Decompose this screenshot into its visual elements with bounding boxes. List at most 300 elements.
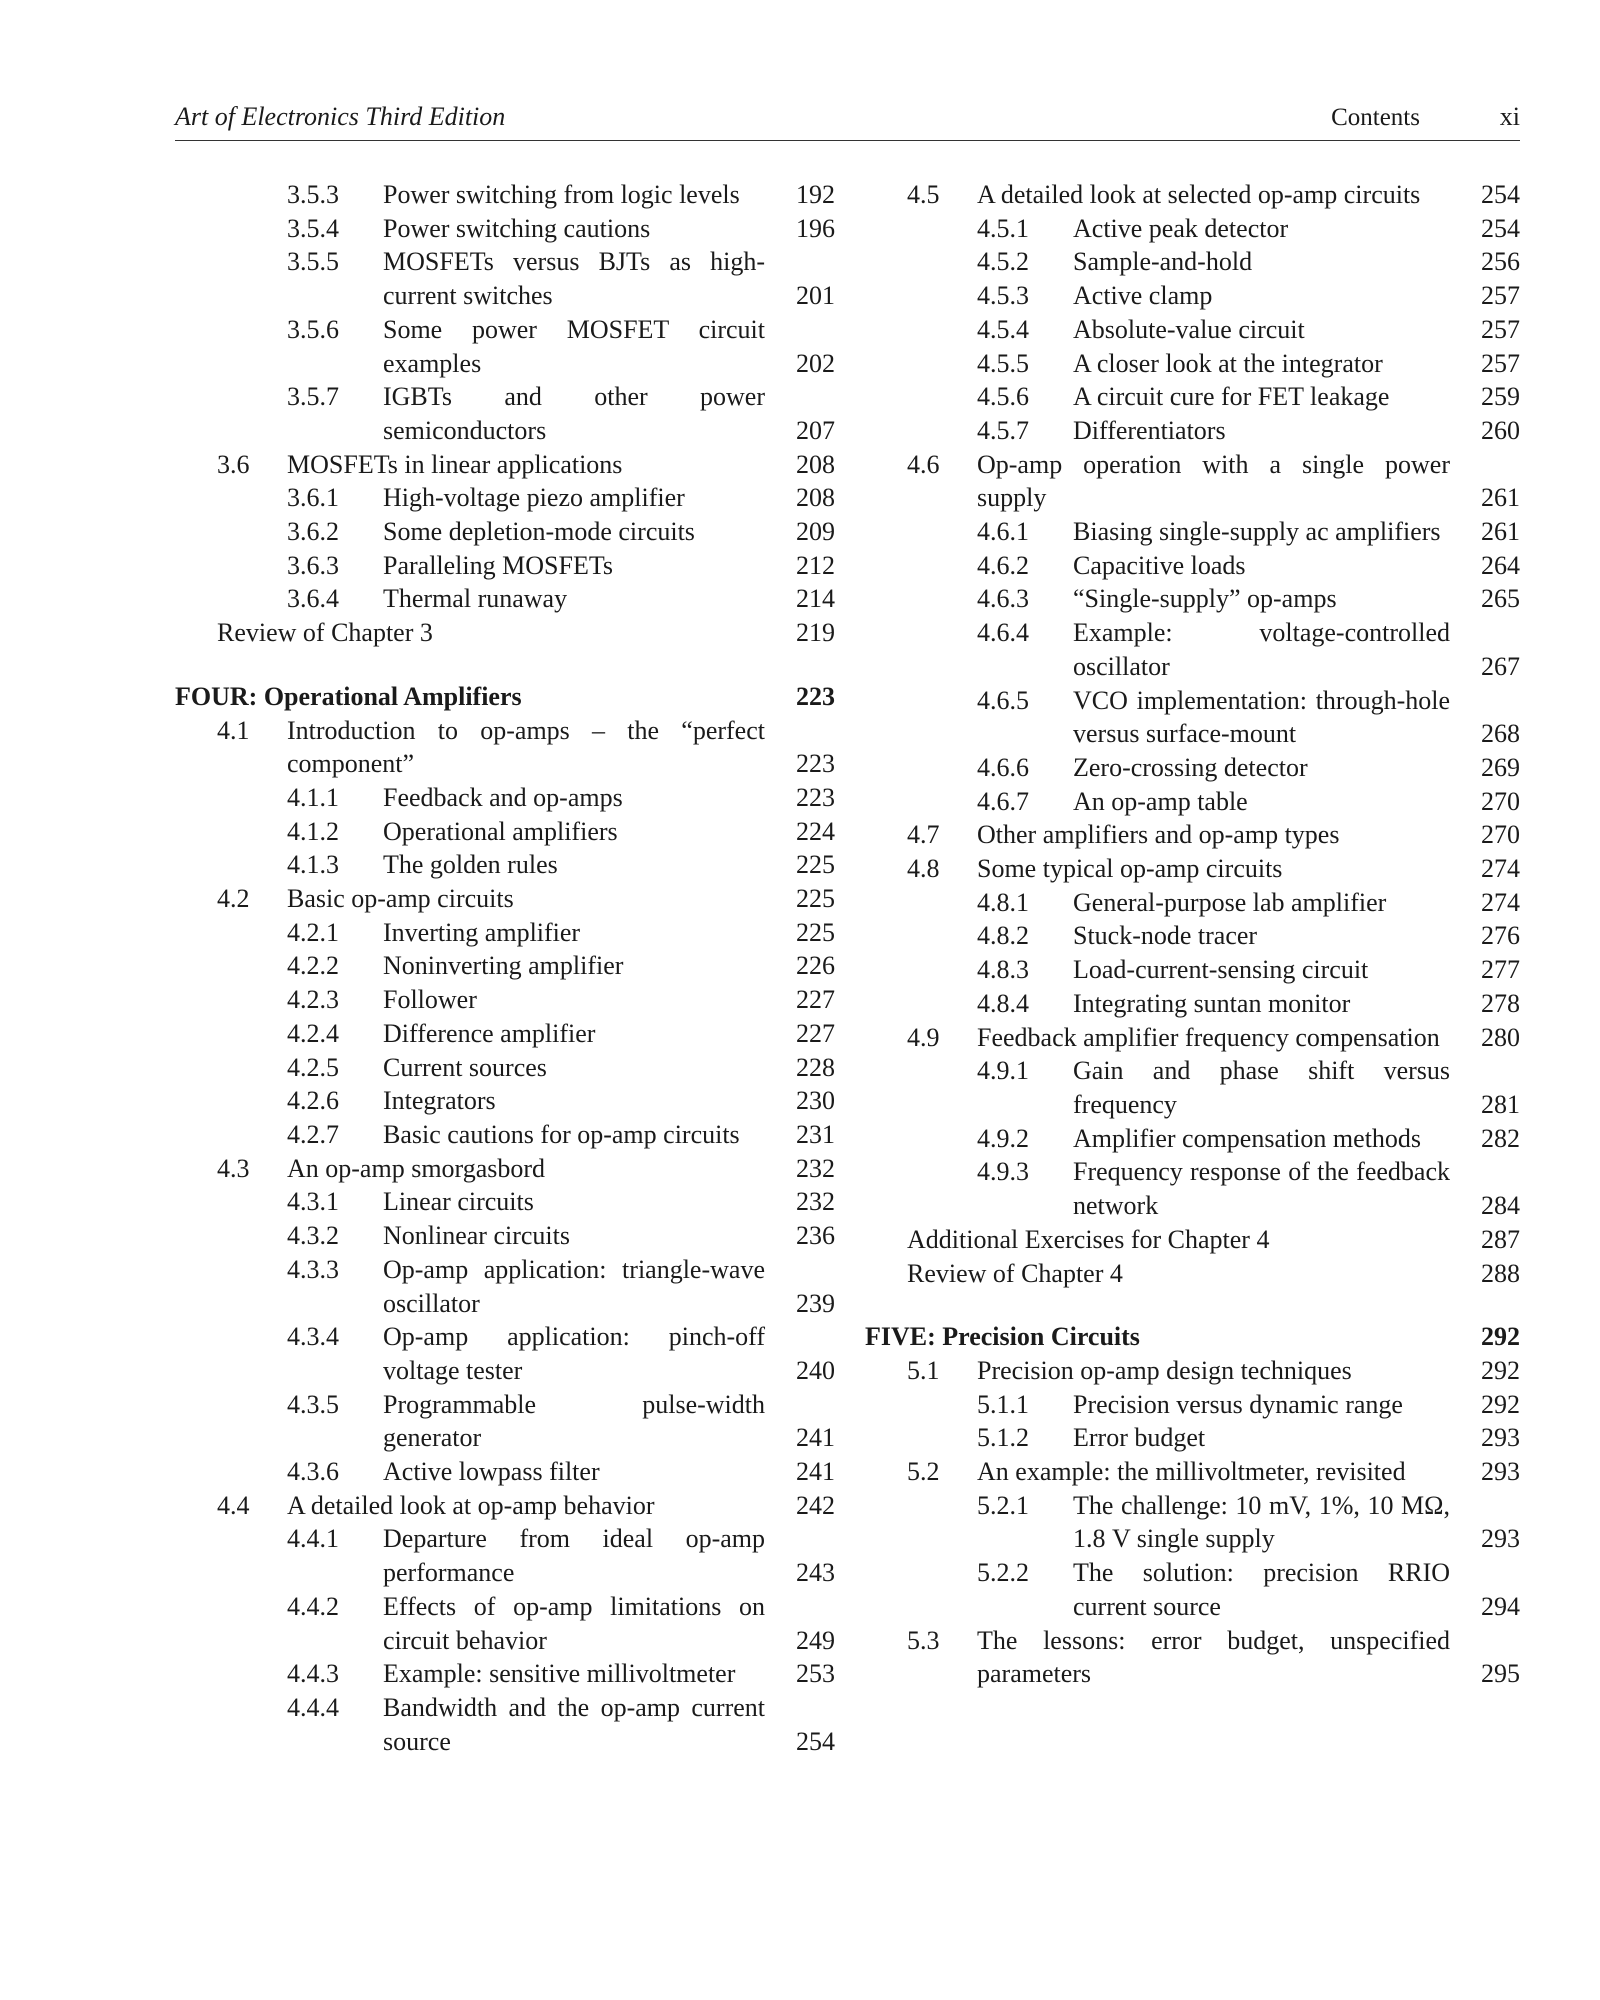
- toc-entry-title: Nonlinear circuits: [383, 1221, 570, 1251]
- toc-entry[interactable]: [865, 1122, 1520, 1156]
- toc-entry-text: [175, 1388, 765, 1455]
- toc-entry-page: 241: [796, 1423, 835, 1453]
- toc-chapter-entry[interactable]: [865, 1320, 1520, 1354]
- toc-entry-text: [175, 245, 765, 312]
- toc-entry[interactable]: [175, 916, 835, 950]
- toc-entry[interactable]: [865, 616, 1520, 683]
- toc-entry-text: [175, 714, 765, 781]
- toc-entry-text: [175, 582, 765, 616]
- toc-entry-title: Power switching from logic levels: [383, 180, 740, 209]
- toc-entry-page: 227: [796, 1018, 835, 1048]
- toc-entry[interactable]: [175, 1051, 835, 1085]
- toc-entry[interactable]: [175, 848, 835, 882]
- toc-entry[interactable]: [865, 1223, 1520, 1257]
- toc-entry-text: [175, 448, 765, 482]
- toc-entry-number: 4.6.7: [977, 786, 1029, 816]
- toc-entry-title: Feedback amplifier frequency compensation: [977, 1022, 1440, 1052]
- toc-entry-text: [175, 313, 765, 380]
- toc-entry-title: Active clamp: [1073, 281, 1213, 311]
- toc-entry-title: Stuck-node tracer: [1073, 921, 1258, 951]
- toc-entry-text: [865, 549, 1450, 583]
- toc-entry-text: [865, 987, 1450, 1021]
- toc-entry-text: [865, 313, 1450, 347]
- toc-entry-text: [865, 1556, 1450, 1623]
- toc-entry[interactable]: [865, 347, 1520, 381]
- toc-entry-page: 196: [796, 213, 835, 243]
- toc-entry-text: [865, 1122, 1450, 1156]
- toc-entry[interactable]: [865, 1054, 1520, 1121]
- toc-entry-number: 4.5.7: [977, 415, 1029, 445]
- toc-entry-page: 270: [1481, 820, 1520, 850]
- toc-entry-title: Bandwidth and the op-amp current source: [383, 1692, 765, 1756]
- toc-entry-title: IGBTs and other power semiconductors: [383, 382, 765, 445]
- toc-entry-text: [865, 818, 1450, 852]
- toc-entry-page: 265: [1481, 584, 1520, 614]
- toc-entry[interactable]: [175, 1084, 835, 1118]
- chapter-title: FOUR: Operational Amplifiers: [175, 681, 522, 711]
- toc-entry-number: 3.6.2: [287, 517, 339, 547]
- toc-entry-title: The solution: precision RRIO current source: [1073, 1558, 1450, 1621]
- toc-entry[interactable]: [865, 1489, 1520, 1556]
- toc-entry-number: 4.6.3: [977, 584, 1029, 614]
- toc-entry-title: Zero-crossing detector: [1073, 752, 1308, 782]
- toc-entry-title: Thermal runaway: [383, 584, 568, 614]
- toc-entry-page: 202: [796, 348, 835, 378]
- toc-entry-text: [865, 852, 1450, 886]
- toc-entry[interactable]: [865, 1021, 1520, 1055]
- toc-entry[interactable]: [865, 1421, 1520, 1455]
- toc-entry-text: [175, 1152, 765, 1186]
- toc-entry-text: [175, 212, 765, 246]
- toc-entry[interactable]: [865, 279, 1520, 313]
- toc-entry-number: 4.6: [907, 449, 940, 479]
- toc-entry[interactable]: [175, 1185, 835, 1219]
- toc-entry-page: 249: [796, 1625, 835, 1655]
- toc-entry-text: [865, 1054, 1450, 1121]
- toc-entry-title: General-purpose lab amplifier: [1073, 887, 1387, 917]
- toc-entry-title: Biasing single-supply ac amplifiers: [1073, 517, 1441, 547]
- toc-entry-text: [175, 481, 765, 515]
- toc-entry[interactable]: [175, 1590, 835, 1657]
- toc-entry[interactable]: [865, 549, 1520, 583]
- toc-entry[interactable]: [175, 1388, 835, 1455]
- toc-entry-text: [175, 1455, 765, 1489]
- toc-entry[interactable]: [865, 852, 1520, 886]
- chapter-title: FIVE: Precision Circuits: [865, 1322, 1140, 1352]
- toc-entry-number: 4.6.2: [977, 550, 1029, 580]
- toc-entry-page: 281: [1481, 1089, 1520, 1119]
- toc-chapter-entry[interactable]: [175, 680, 835, 714]
- toc-entry-title: Additional Exercises for Chapter 4: [907, 1224, 1270, 1254]
- toc-entry-text: [175, 680, 765, 714]
- book-title: Art of Electronics Third Edition: [175, 102, 506, 131]
- toc-entry-text: [175, 983, 765, 1017]
- toc-entry-text: [865, 1455, 1450, 1489]
- toc-entry-number: 5.3: [907, 1625, 940, 1655]
- toc-entry-number: 4.1: [217, 715, 250, 745]
- toc-entry-number: 5.1: [907, 1355, 940, 1385]
- toc-entry-page: 269: [1481, 752, 1520, 782]
- toc-entry-page: 225: [796, 850, 835, 880]
- toc-entry-number: 4.2.1: [287, 917, 339, 947]
- toc-entry-number: 4.3.2: [287, 1221, 339, 1251]
- toc-entry-number: 4.5.2: [977, 247, 1029, 277]
- toc-entry-number: 4.2.5: [287, 1052, 339, 1082]
- toc-entry-title: Sample-and-hold: [1073, 247, 1253, 277]
- toc-entry-number: 5.2.1: [977, 1490, 1029, 1520]
- toc-entry-text: [865, 785, 1450, 819]
- toc-entry-page: 224: [796, 816, 835, 846]
- toc-entry-title: A detailed look at op-amp behavior: [287, 1490, 655, 1520]
- toc-entry-text: [865, 1155, 1450, 1222]
- toc-entry-text: [175, 178, 765, 212]
- toc-entry[interactable]: [865, 245, 1520, 279]
- toc-entry-page: 294: [1481, 1591, 1520, 1621]
- toc-entry-number: 4.5.6: [977, 382, 1029, 412]
- toc-entry-title: Other amplifiers and op-amp types: [977, 820, 1340, 850]
- toc-entry-text: [175, 1590, 765, 1657]
- toc-entry-number: 3.5.3: [287, 180, 339, 209]
- toc-entry-page: 270: [1481, 786, 1520, 816]
- toc-entry-number: 4.1.1: [287, 782, 339, 812]
- toc-entry-title: A detailed look at selected op-amp circuits: [977, 180, 1421, 209]
- toc-entry[interactable]: [865, 1155, 1520, 1222]
- toc-entry-text: [175, 1691, 765, 1758]
- toc-entry-title: VCO implementation: through-hole versus surface-mount: [1073, 685, 1450, 749]
- toc-entry-title: Noninverting amplifier: [383, 951, 624, 981]
- toc-entry-text: [175, 1219, 765, 1253]
- toc-entry-text: [175, 1253, 765, 1320]
- toc-entry-title: Differentiators: [1073, 415, 1226, 445]
- toc-entry-text: [865, 953, 1450, 987]
- toc-entry[interactable]: [175, 1657, 835, 1691]
- toc-entry-number: 5.2: [907, 1457, 940, 1487]
- toc-entry-title: The challenge: 10 mV, 1%, 10 MΩ, 1.8 V single supply: [1073, 1490, 1450, 1554]
- toc-entry-text: [175, 1185, 765, 1219]
- toc-entry-page: 232: [796, 1153, 835, 1183]
- toc-entry[interactable]: [175, 245, 835, 312]
- toc-entry-title: An example: the millivoltmeter, revisited: [977, 1457, 1406, 1487]
- toc-entry-page: 274: [1481, 854, 1520, 884]
- toc-entry-title: Linear circuits: [383, 1187, 534, 1217]
- toc-entry-page: 208: [796, 449, 835, 479]
- toc-entry[interactable]: [865, 684, 1520, 751]
- toc-entry-page: 284: [1481, 1191, 1520, 1221]
- toc-entry-number: 4.9.3: [977, 1157, 1029, 1187]
- toc-entry-title: Inverting amplifier: [383, 917, 581, 947]
- toc-entry[interactable]: [175, 178, 835, 212]
- toc-entry-text: [865, 448, 1450, 515]
- toc-entry[interactable]: [175, 1118, 835, 1152]
- toc-entry[interactable]: [175, 313, 835, 380]
- toc-entry-page: 259: [1481, 382, 1520, 412]
- toc-entry-page: 227: [796, 985, 835, 1015]
- toc-entry-number: 4.6.1: [977, 517, 1029, 547]
- toc-entry-page: 223: [796, 681, 835, 711]
- toc-entry[interactable]: [175, 1455, 835, 1489]
- toc-column-left: [175, 178, 835, 1758]
- toc-entry-number: 4.3.4: [287, 1322, 339, 1352]
- toc-entry[interactable]: [175, 1017, 835, 1051]
- toc-entry-page: 236: [796, 1221, 835, 1251]
- toc-entry[interactable]: [865, 785, 1520, 819]
- toc-entry-number: 4.8.2: [977, 921, 1029, 951]
- toc-entry[interactable]: [175, 380, 835, 447]
- toc-entry-number: 4.4.2: [287, 1591, 339, 1621]
- toc-entry-text: [865, 616, 1450, 683]
- toc-entry-text: [865, 212, 1450, 246]
- toc-entry-number: 5.2.2: [977, 1558, 1029, 1588]
- toc-entry-page: 254: [1481, 180, 1520, 209]
- toc-entry[interactable]: [175, 1489, 835, 1523]
- toc-entry-page: 257: [1481, 314, 1520, 344]
- toc-entry-page: 240: [796, 1355, 835, 1385]
- toc-entry-title: Precision op-amp design techniques: [977, 1355, 1352, 1385]
- toc-entry[interactable]: [865, 414, 1520, 448]
- toc-entry[interactable]: [865, 1388, 1520, 1422]
- toc-entry-text: [865, 1421, 1450, 1455]
- toc-entry[interactable]: [175, 1152, 835, 1186]
- toc-entry[interactable]: [865, 313, 1520, 347]
- toc-entry[interactable]: [175, 448, 835, 482]
- toc-entry-number: 4.7: [907, 820, 940, 850]
- toc-entry[interactable]: [175, 815, 835, 849]
- toc-entry-number: 3.5.5: [287, 247, 339, 277]
- toc-entry-title: High-voltage piezo amplifier: [383, 483, 685, 513]
- toc-entry-text: [175, 1657, 765, 1691]
- toc-entry-text: [175, 848, 765, 882]
- toc-entry[interactable]: [865, 448, 1520, 515]
- toc-entry-title: Capacitive loads: [1073, 550, 1246, 580]
- toc-entry-page: 261: [1481, 483, 1520, 513]
- toc-entry[interactable]: [175, 1522, 835, 1589]
- toc-entry-number: 4.9: [907, 1022, 940, 1052]
- toc-entry-title: Power switching cautions: [383, 213, 651, 243]
- toc-entry-number: 4.3.5: [287, 1389, 339, 1419]
- toc-entry-page: 264: [1481, 550, 1520, 580]
- toc-entry[interactable]: [865, 1455, 1520, 1489]
- toc-entry[interactable]: [175, 714, 835, 781]
- toc-entry-number: 4.8.3: [977, 955, 1029, 985]
- toc-entry-title: MOSFETs versus BJTs as high-current switches: [383, 247, 765, 311]
- toc-entry-title: Follower: [383, 985, 477, 1015]
- toc-entry-page: 295: [1481, 1659, 1520, 1689]
- toc-entry-number: 4.4.1: [287, 1524, 339, 1554]
- toc-entry-title: A closer look at the integrator: [1073, 348, 1383, 378]
- toc-entry-page: 257: [1481, 348, 1520, 378]
- toc-entry-page: 292: [1481, 1389, 1520, 1419]
- toc-entry-page: 274: [1481, 887, 1520, 917]
- toc-entry-page: 254: [1481, 213, 1520, 243]
- toc-entry-page: 192: [796, 180, 835, 209]
- toc-entry-text: [865, 1489, 1450, 1556]
- toc-entry-page: 223: [796, 749, 835, 779]
- toc-entry-title: Active peak detector: [1073, 213, 1289, 243]
- toc-entry-title: Basic op-amp circuits: [287, 884, 514, 914]
- toc-entry-text: [865, 1354, 1450, 1388]
- toc-entry-number: 4.2.4: [287, 1018, 339, 1048]
- toc-entry[interactable]: [175, 1253, 835, 1320]
- toc-entry-text: [865, 1223, 1450, 1257]
- toc-entry[interactable]: [865, 953, 1520, 987]
- toc-entry[interactable]: [175, 983, 835, 1017]
- toc-entry-page: 243: [796, 1558, 835, 1588]
- toc-entry-title: The lessons: error budget, unspecified parameters: [977, 1625, 1450, 1689]
- toc-entry-title: Gain and phase shift versus frequency: [1073, 1056, 1450, 1119]
- toc-entry[interactable]: [865, 987, 1520, 1021]
- toc-entry-page: 278: [1481, 988, 1520, 1018]
- toc-entry-page: 267: [1481, 651, 1520, 681]
- toc-entry-page: 230: [796, 1086, 835, 1116]
- toc-entry-title: A circuit cure for FET leakage: [1073, 382, 1390, 412]
- toc-entry-page: 225: [796, 884, 835, 914]
- toc-entry-page: 256: [1481, 247, 1520, 277]
- toc-entry-title: Precision versus dynamic range: [1073, 1389, 1403, 1419]
- toc-entry[interactable]: [865, 515, 1520, 549]
- toc-entry[interactable]: [175, 949, 835, 983]
- toc-entry-title: Paralleling MOSFETs: [383, 550, 614, 580]
- toc-entry-page: 268: [1481, 719, 1520, 749]
- toc-entry-title: Effects of op-amp limitations on circuit behavior: [383, 1591, 765, 1655]
- toc-entry-number: 4.4.4: [287, 1692, 339, 1722]
- toc-entry-text: [175, 1051, 765, 1085]
- toc-entry-title: Basic cautions for op-amp circuits: [383, 1119, 740, 1149]
- toc-entry-title: Feedback and op-amps: [383, 782, 623, 812]
- toc-entry-text: [175, 549, 765, 583]
- toc-entry-title: Some depletion-mode circuits: [383, 517, 695, 547]
- toc-entry-page: 287: [1481, 1224, 1520, 1254]
- toc-entry-text: [175, 616, 765, 650]
- toc-entry-page: 293: [1481, 1423, 1520, 1453]
- toc-entry-text: [175, 1522, 765, 1589]
- toc-entry-page: 223: [796, 782, 835, 812]
- toc-entry-text: [865, 178, 1450, 212]
- toc-entry-number: 4.1.2: [287, 816, 339, 846]
- toc-entry-text: [175, 916, 765, 950]
- toc-entry-number: 4.9.2: [977, 1123, 1029, 1153]
- toc-entry-number: 4.2.2: [287, 951, 339, 981]
- toc-entry-text: [865, 414, 1450, 448]
- toc-entry-number: 4.6.4: [977, 618, 1029, 648]
- toc-entry-page: 239: [796, 1288, 835, 1318]
- toc-entry-page: 257: [1481, 281, 1520, 311]
- toc-entry[interactable]: [175, 549, 835, 583]
- toc-entry-title: Review of Chapter 4: [907, 1258, 1123, 1288]
- toc-entry-title: Current sources: [383, 1052, 547, 1082]
- toc-entry[interactable]: [865, 818, 1520, 852]
- toc-entry[interactable]: [175, 582, 835, 616]
- toc-entry-page: 228: [796, 1052, 835, 1082]
- toc-entry-number: 4.1.3: [287, 850, 339, 880]
- toc-entry-page: 292: [1481, 1322, 1520, 1352]
- toc-entry[interactable]: [865, 1354, 1520, 1388]
- toc-entry-page: 231: [796, 1119, 835, 1149]
- toc-entry[interactable]: [865, 212, 1520, 246]
- toc-entry-number: 4.8.4: [977, 988, 1029, 1018]
- toc-entry-title: Some typical op-amp circuits: [977, 854, 1283, 884]
- toc-entry[interactable]: [865, 1624, 1520, 1691]
- toc-entry-text: [865, 684, 1450, 751]
- toc-entry[interactable]: [175, 1320, 835, 1387]
- toc-entry-text: [865, 582, 1450, 616]
- toc-entry-number: 5.1.1: [977, 1389, 1029, 1419]
- toc-entry[interactable]: [865, 886, 1520, 920]
- toc-entry-title: Op-amp application: triangle-wave oscillator: [383, 1254, 765, 1318]
- toc-entry-number: 4.6.6: [977, 752, 1029, 782]
- toc-entry[interactable]: [175, 882, 835, 916]
- toc-entry-text: [865, 245, 1450, 279]
- toc-entry-number: 4.5.4: [977, 314, 1029, 344]
- toc-entry-number: 4.3: [217, 1153, 250, 1183]
- toc-entry-text: [175, 515, 765, 549]
- toc-entry-title: Some power MOSFET circuit examples: [383, 314, 765, 378]
- toc-entry-text: [175, 1320, 765, 1387]
- toc-entry-number: 4.3.6: [287, 1457, 339, 1487]
- toc-entry-number: 4.4.3: [287, 1659, 339, 1689]
- toc-entry-text: [865, 1388, 1450, 1422]
- toc-entry[interactable]: [175, 781, 835, 815]
- page-number: xi: [1499, 102, 1520, 131]
- toc-entry-page: 208: [796, 483, 835, 513]
- toc-entry[interactable]: [175, 1691, 835, 1758]
- toc-entry-title: Example: sensitive millivoltmeter: [383, 1659, 736, 1689]
- toc-entry[interactable]: [175, 481, 835, 515]
- toc-entry[interactable]: [175, 616, 835, 650]
- toc-entry-page: 292: [1481, 1355, 1520, 1385]
- toc-entry-text: [175, 949, 765, 983]
- toc-entry-page: 241: [796, 1457, 835, 1487]
- toc-entry-title: An op-amp smorgasbord: [287, 1153, 546, 1183]
- toc-entry-number: 3.5.6: [287, 314, 339, 344]
- toc-entry-text: [175, 1489, 765, 1523]
- toc-entry-page: 282: [1481, 1123, 1520, 1153]
- toc-entry-title: Departure from ideal op-amp performance: [383, 1524, 765, 1588]
- toc-entry-text: [865, 919, 1450, 953]
- toc-entry-page: 232: [796, 1187, 835, 1217]
- toc-entry-page: 261: [1481, 517, 1520, 547]
- toc-entry[interactable]: [865, 582, 1520, 616]
- toc-entry[interactable]: [865, 1257, 1520, 1291]
- toc-entry-page: 242: [796, 1490, 835, 1520]
- toc-entry-text: [175, 1084, 765, 1118]
- toc-entry[interactable]: [175, 212, 835, 246]
- toc-entry[interactable]: [865, 751, 1520, 785]
- toc-entry-page: 260: [1481, 415, 1520, 445]
- toc-entry-title: An op-amp table: [1073, 786, 1248, 816]
- toc-entry-number: 4.3.1: [287, 1187, 339, 1217]
- toc-entry-text: [175, 1118, 765, 1152]
- toc-entry-title: Programmable pulse-width generator: [383, 1389, 765, 1453]
- toc-entry-page: 277: [1481, 955, 1520, 985]
- toc-entry[interactable]: [865, 919, 1520, 953]
- toc-entry-title: Frequency response of the feedback network: [1073, 1157, 1450, 1221]
- toc-entry[interactable]: [175, 515, 835, 549]
- toc-entry-number: 3.6.1: [287, 483, 339, 513]
- toc-entry-number: 4.9.1: [977, 1056, 1029, 1086]
- toc-entry[interactable]: [865, 1556, 1520, 1623]
- toc-entry-page: 219: [796, 618, 835, 648]
- toc-entry-number: 4.6.5: [977, 685, 1029, 715]
- toc-entry-page: 214: [796, 584, 835, 614]
- toc-entry-title: Operational amplifiers: [383, 816, 618, 846]
- toc-entry-text: [175, 882, 765, 916]
- toc-entry[interactable]: [175, 1219, 835, 1253]
- toc-entry[interactable]: [865, 380, 1520, 414]
- toc-entry-text: [175, 781, 765, 815]
- toc-entry-page: 209: [796, 517, 835, 547]
- running-header: [175, 100, 1520, 141]
- toc-entry[interactable]: [865, 178, 1520, 212]
